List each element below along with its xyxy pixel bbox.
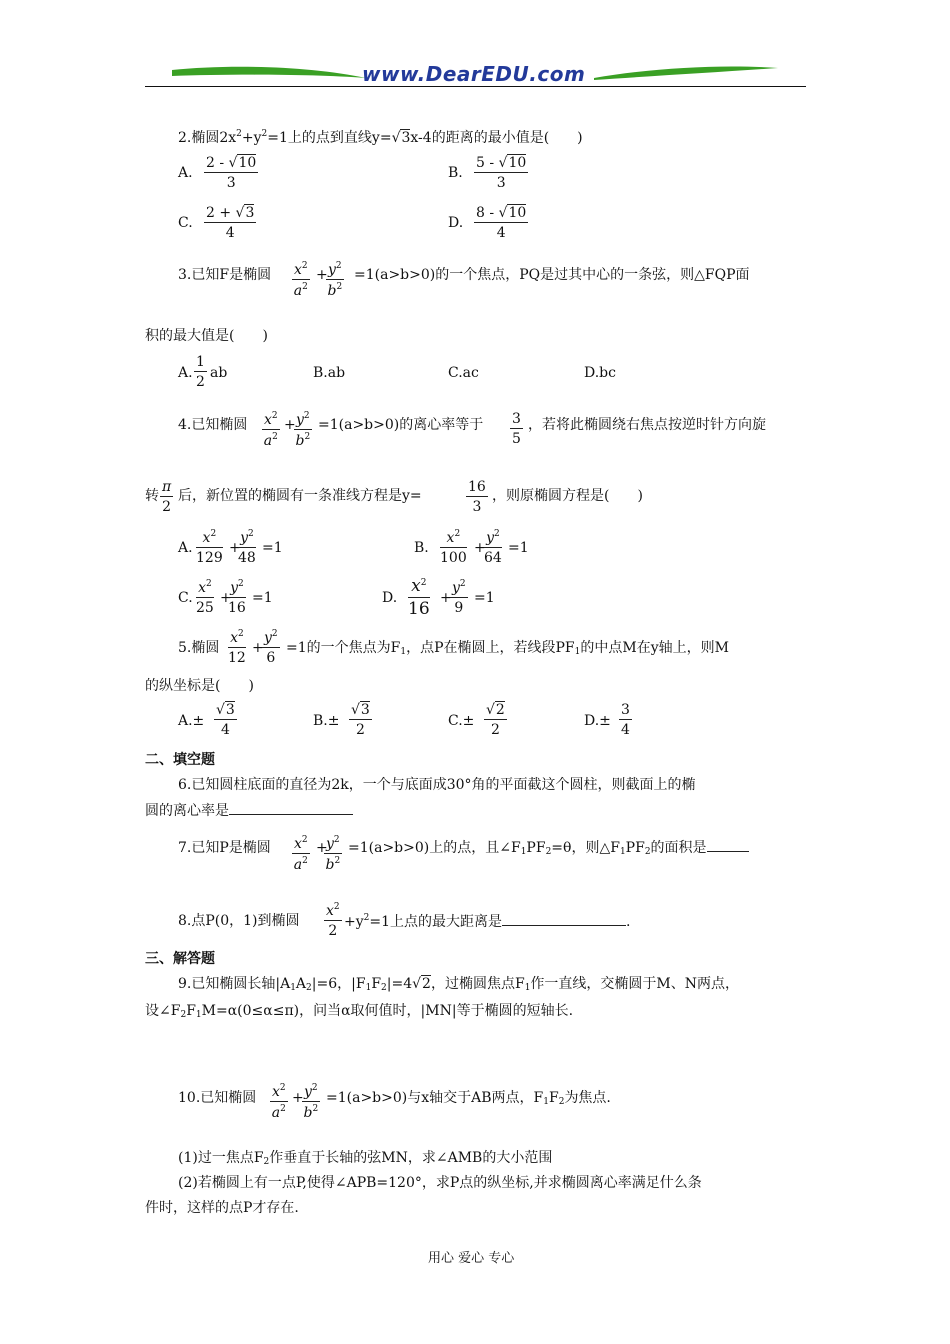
- question-3-stem-end: =1(a>b>0)的一个焦点，PQ是过其中心的一条弦，则△FQP面: [354, 267, 750, 283]
- question-2-stem: 2.椭圆$2x^2+y^2=1$上的点到直线y=√3x-4的距离的最小值是( ): [178, 129, 583, 146]
- q4-option-c-frac1: $\frac{x^2}{25}$: [196, 579, 214, 616]
- question-9-line2: 设$\angle F_2F_1M=\alpha(0\le\alpha\le\pi)$，问当α取何值时，|MN|等于椭圆的短轴长.: [145, 1003, 574, 1020]
- question-10-part2-line2: 件时，这样的点P才存在.: [145, 1200, 299, 1216]
- q5-option-a-label: A.±: [178, 713, 205, 729]
- q2-option-c-fraction: $\frac{2 + √3}{4}$: [206, 205, 255, 241]
- question-10-part2-line1: (2)若椭圆上有一点P,使得∠APB=120°，求P点的纵坐标,并求椭圆离心率满足什么条: [178, 1175, 702, 1191]
- q2-option-a-fraction: $\frac{2 - √10}{3}$: [206, 155, 257, 191]
- q2-option-d-label: D.: [448, 215, 464, 231]
- q8-frac: $\frac{x^2}{2}$: [326, 902, 340, 939]
- q5-option-c-fraction: $\frac{√2}{2}$: [486, 702, 505, 738]
- q2-option-b-fraction: $\frac{5 - √10}{3}$: [476, 155, 527, 191]
- question-4-stem-start: 4.已知椭圆: [178, 417, 248, 433]
- q3-plus: +: [316, 267, 328, 283]
- q4-option-a-frac2: $\frac{y^2}{48}$: [238, 529, 256, 566]
- question-8-stem-start: 8.点P(0，1)到椭圆: [178, 913, 300, 929]
- q4-option-a-plus: +: [229, 540, 241, 556]
- q5-option-d-fraction: $\frac{3}{4}$: [621, 702, 630, 738]
- q4-option-a-frac1: $\frac{x^2}{129}$: [196, 529, 223, 566]
- q4-option-d-label: D.: [382, 590, 398, 606]
- question-10-stem-start: 10.已知椭圆: [178, 1090, 257, 1106]
- question-10-stem-end: =1(a>b>0)与x轴交于AB两点，$F_1F_2$为焦点.: [326, 1090, 611, 1107]
- q4-option-b-tail: =1: [508, 540, 529, 556]
- q5-option-c-label: C.±: [448, 713, 475, 729]
- q7-answer-blank[interactable]: [707, 851, 749, 852]
- q4-option-c-plus: +: [220, 590, 232, 606]
- q3-frac-x-over-a: $\frac{x^2}{a^2}$: [293, 261, 308, 299]
- question-5-stem-start: 5.椭圆: [178, 640, 220, 656]
- q4-directrix-fraction: $\frac{16}{3}$: [468, 479, 486, 515]
- q4-option-b-frac2: $\frac{y^2}{64}$: [484, 529, 502, 566]
- q4-option-c-frac2: $\frac{y^2}{16}$: [228, 579, 246, 616]
- q2-option-a-label: A.: [178, 165, 193, 181]
- q3-option-c: C.ac: [448, 365, 479, 381]
- q5-frac1: $\frac{x^2}{12}$: [228, 629, 246, 666]
- q2-option-b-label: B.: [448, 165, 463, 181]
- q4-option-b-label: B.: [414, 540, 429, 556]
- q4-option-b-frac1: $\frac{x^2}{100}$: [440, 529, 467, 566]
- q4-option-c-tail: =1: [252, 590, 273, 606]
- q5-plus: +: [252, 640, 264, 656]
- q4-option-c-label: C.: [178, 590, 193, 606]
- footer-slogan: 用心 爱心 专心: [428, 1251, 515, 1266]
- question-3-stem-start: 3.已知F是椭圆: [178, 267, 272, 283]
- question-10-part1: (1)过一焦点$F_2$作垂直于长轴的弦MN，求∠AMB的大小范围: [178, 1150, 553, 1167]
- q3-option-a-label: A.: [178, 365, 193, 381]
- q4-eccentricity-fraction: $\frac{3}{5}$: [512, 411, 521, 447]
- q7-frac-y-over-b: $\frac{y^2}{b^2}$: [325, 835, 341, 873]
- q3-option-d: D.bc: [584, 365, 616, 381]
- question-7-stem-start: 7.已知P是椭圆: [178, 840, 271, 856]
- question-7-stem-end: =1(a>b>0)上的点，且$\angle F_1PF_2=\theta$，则$\triangle F_1PF_2$的面积是: [348, 841, 749, 857]
- q5-option-d-label: D.±: [584, 713, 611, 729]
- q2-option-c-label: C.: [178, 215, 193, 231]
- q3-frac-y-over-b: $\frac{y^2}{b^2}$: [327, 261, 343, 299]
- site-logo[interactable]: www.DearEDU.com: [362, 62, 586, 86]
- q4-frac-x-over-a: $\frac{x^2}{a^2}$: [263, 411, 278, 449]
- q4-plus: +: [284, 417, 296, 433]
- question-6-line2: 圆的离心率是: [145, 804, 353, 818]
- q4-option-d-plus: +: [440, 590, 452, 606]
- q10-frac-x-over-a: $\frac{x^2}{a^2}$: [271, 1083, 286, 1121]
- q10-plus: +: [292, 1090, 304, 1106]
- q3-option-a-tail: ab: [210, 365, 228, 381]
- q4-option-d-tail: =1: [474, 590, 495, 606]
- question-3-stem-line2: 积的最大值是( ): [145, 328, 268, 344]
- header-swoosh-left: [170, 62, 370, 84]
- q4-option-d-frac2: $\frac{y^2}{9}$: [452, 579, 466, 616]
- header-swoosh-right: [592, 62, 782, 84]
- question-8-stem-end: $+y^2=1$上点的最大距离是 .: [344, 913, 631, 930]
- header-rule: [145, 86, 806, 87]
- q4-line2-end: ，则原椭圆方程是( ): [492, 488, 643, 504]
- q6-answer-blank[interactable]: [229, 814, 353, 815]
- q5-frac2: $\frac{y^2}{6}$: [264, 629, 278, 666]
- q3-option-a-fraction: $\frac{1}{2}$: [196, 354, 205, 390]
- q4-option-d-frac1: $\frac{x^2}{16}$: [408, 576, 430, 619]
- q3-option-b: B.ab: [313, 365, 346, 381]
- question-5-stem-end: =1的一个焦点为$F_1$，点P在椭圆上，若线段$PF_1$的中点M在y轴上，则M: [286, 640, 729, 657]
- section-3-title: 三、解答题: [145, 951, 215, 967]
- q8-answer-blank[interactable]: [502, 925, 626, 926]
- question-5-stem-line2: 的纵坐标是( ): [145, 678, 254, 694]
- question-4-stem-mid: =1(a>b>0)的离心率等于: [318, 417, 484, 433]
- q5-option-b-label: B.±: [313, 713, 340, 729]
- question-4-stem-end: ，若将此椭圆绕右焦点按逆时针方向旋: [528, 417, 766, 433]
- q7-plus: +: [316, 840, 328, 856]
- q4-line2-mid: 后，新位置的椭圆有一条准线方程是y=: [178, 488, 422, 504]
- q7-frac-x-over-a: $\frac{x^2}{a^2}$: [293, 835, 308, 873]
- q2-option-d-fraction: $\frac{8 - √10}{4}$: [476, 205, 527, 241]
- q10-frac-y-over-b: $\frac{y^2}{b^2}$: [303, 1083, 319, 1121]
- q4-option-b-plus: +: [474, 540, 486, 556]
- section-2-title: 二、填空题: [145, 752, 215, 768]
- q5-option-b-fraction: $\frac{√3}{2}$: [351, 702, 370, 738]
- q4-line2-start: 转: [145, 488, 159, 504]
- q4-option-a-tail: =1: [262, 540, 283, 556]
- q4-option-a-label: A.: [178, 540, 193, 556]
- q4-pi-over-2: $\frac{\pi}{2}$: [162, 479, 172, 515]
- q5-option-a-fraction: $\frac{√3}{4}$: [216, 702, 235, 738]
- question-6-line1: 6.已知圆柱底面的直径为2k，一个与底面成30°角的平面截这个圆柱，则截面上的椭: [178, 777, 696, 793]
- question-9-line1: 9.已知椭圆长轴$|A_1A_2|=6$，$|F_1F_2|=4√2$，过椭圆焦点$F_1$作一直线，交椭圆于M、N两点，: [178, 976, 740, 993]
- q4-frac-y-over-b: $\frac{y^2}{b^2}$: [295, 411, 311, 449]
